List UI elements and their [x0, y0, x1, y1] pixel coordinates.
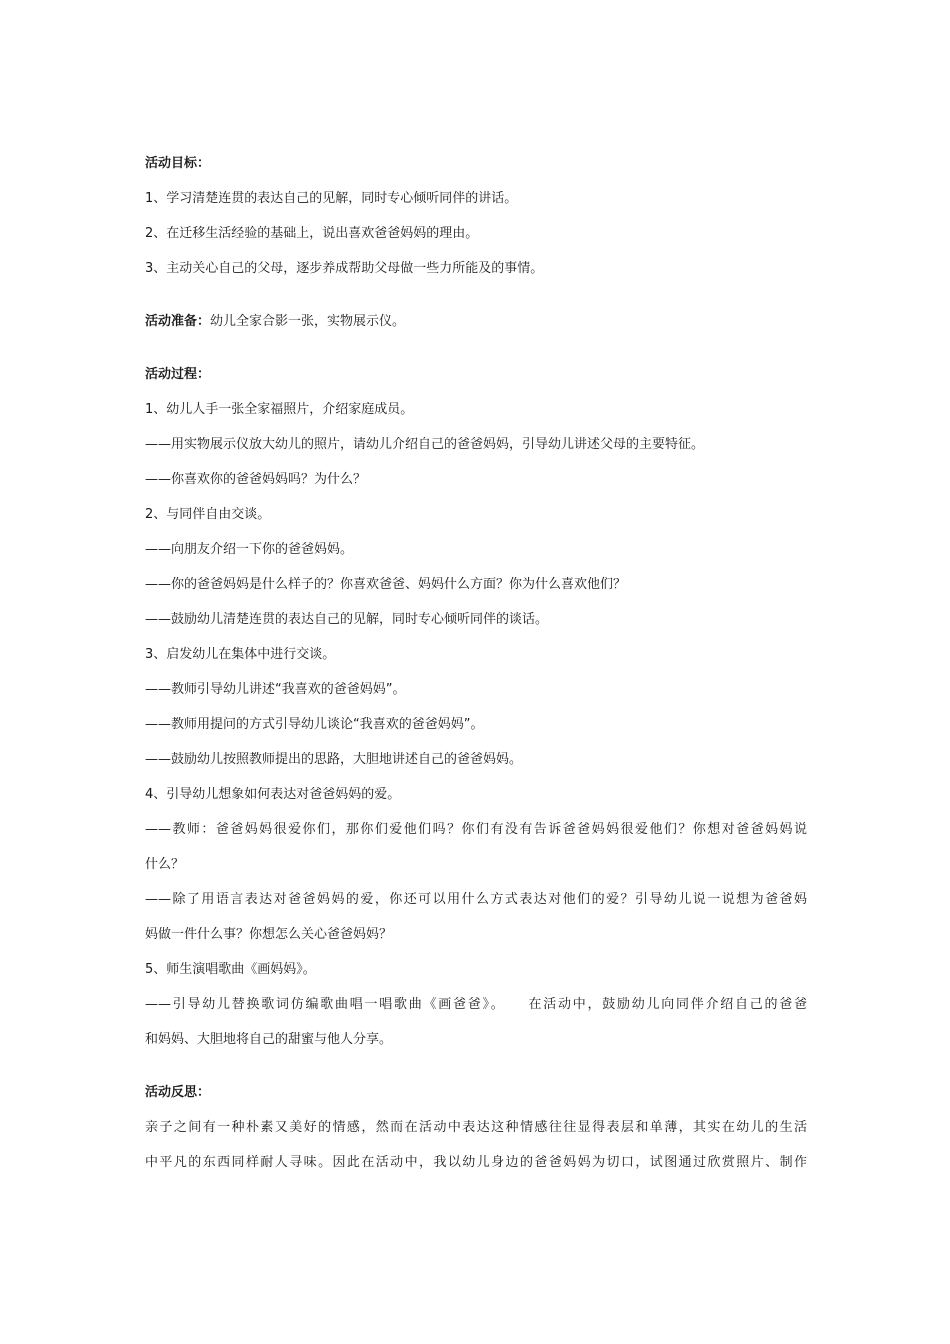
process-heading: 活动过程：: [145, 367, 211, 382]
reflection-line: 中平凡的东西同样耐人寻味。因此在活动中，我以幼儿身边的爸爸妈妈为切口，试图通过欣赏照片、制作: [145, 1155, 807, 1170]
goals-heading: 活动目标：: [145, 156, 211, 171]
process-line: ——教师：爸爸妈妈很爱你们，那你们爱他们吗？你们有没有告诉爸爸妈妈很爱他们？你想对爸爸妈妈说: [145, 822, 807, 837]
process-line: ——鼓励幼儿清楚连贯的表达自己的见解，同时专心倾听同伴的谈话。: [145, 612, 549, 627]
process-line: ——你的爸爸妈妈是什么样子的？你喜欢爸爸、妈妈什么方面？你为什么喜欢他们？: [145, 577, 627, 592]
goal-item: 2、在迁移生活经验的基础上，说出喜欢爸爸妈妈的理由。: [145, 226, 479, 241]
goal-item: 3、主动关心自己的父母，逐步养成帮助父母做一些力所能及的事情。: [145, 261, 544, 276]
preparation-label: 活动准备：: [145, 314, 211, 329]
process-line: 和妈妈、大胆地将自己的甜蜜与他人分享。: [145, 1032, 393, 1047]
process-line: 2、与同伴自由交谈。: [145, 507, 271, 522]
process-line: ——引导幼儿替换歌词仿编歌曲唱一唱歌曲《画爸爸》。 在活动中，鼓励幼儿向同伴介绍自己的爸爸: [145, 997, 807, 1012]
reflection-line: 亲子之间有一种朴素又美好的情感，然而在活动中表达这种情感往往显得表层和单薄，其实在幼儿的生活: [145, 1120, 807, 1135]
preparation-text: 幼儿全家合影一张，实物展示仪。: [210, 314, 406, 329]
process-line: ——向朋友介绍一下你的爸爸妈妈。: [145, 542, 354, 557]
section-gap: [145, 339, 807, 357]
process-line: ——鼓励幼儿按照教师提出的思路，大胆地讲述自己的爸爸妈妈。: [145, 752, 523, 767]
section-gap: [145, 1057, 807, 1075]
process-line: ——你喜欢你的爸爸妈妈吗？为什么？: [145, 472, 367, 487]
section-gap: [145, 286, 807, 304]
process-line: 4、引导幼儿想象如何表达对爸爸妈妈的爱。: [145, 787, 401, 802]
process-line: ——用实物展示仪放大幼儿的照片，请幼儿介绍自己的爸爸妈妈，引导幼儿讲述父母的主要特征。: [145, 437, 705, 452]
reflection-heading: 活动反思：: [145, 1085, 211, 1100]
process-line: ——教师用提问的方式引导幼儿谈论“我喜欢的爸爸妈妈”。: [145, 717, 484, 732]
process-line: 什么？: [145, 857, 185, 872]
process-line: ——除了用语言表达对爸爸妈妈的爱，你还可以用什么方式表达对他们的爱？引导幼儿说一说想为爸爸妈: [145, 892, 807, 907]
preparation-line: [145, 304, 807, 339]
document-page: [145, 146, 807, 1180]
process-line: 1、幼儿人手一张全家福照片，介绍家庭成员。: [145, 402, 414, 417]
process-line: 3、启发幼儿在集体中进行交谈。: [145, 647, 336, 662]
process-line: 妈做一件什么事？你想怎么关心爸爸妈妈？: [145, 927, 393, 942]
process-line: 5、师生演唱歌曲《画妈妈》。: [145, 962, 316, 977]
process-line: ——教师引导幼儿讲述“我喜欢的爸爸妈妈”。: [145, 682, 406, 697]
goal-item: 1、学习清楚连贯的表达自己的见解，同时专心倾听同伴的讲话。: [145, 191, 518, 206]
